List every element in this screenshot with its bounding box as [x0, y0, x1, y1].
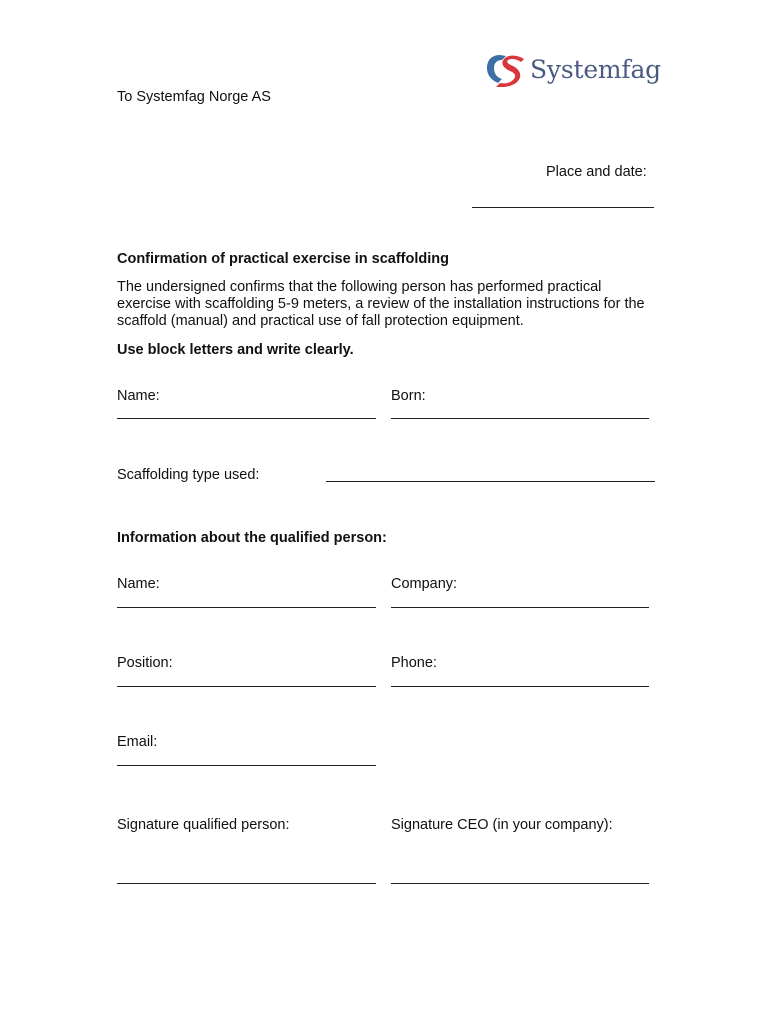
form-heading: Confirmation of practical exercise in scaffolding [117, 251, 449, 267]
instruction-text: Use block letters and write clearly. [117, 342, 354, 358]
systemfag-s-logo-icon [486, 53, 526, 87]
person-name-field-line[interactable] [117, 418, 376, 419]
qualified-company-label: Company: [391, 576, 458, 592]
qualified-name-label: Name: [117, 576, 160, 592]
qualified-phone-field-line[interactable] [391, 686, 649, 687]
qualified-name-field-line[interactable] [117, 607, 376, 608]
signature-qualified-label: Signature qualified person: [117, 817, 290, 833]
person-born-label: Born: [391, 388, 426, 404]
signature-ceo-label: Signature CEO (in your company): [391, 817, 613, 833]
qualified-person-heading: Information about the qualified person: [117, 530, 387, 546]
signature-ceo-field-line[interactable] [391, 883, 649, 884]
logo-text: Systemfag [530, 55, 661, 84]
confirmation-paragraph: The undersigned confirms that the following person has performed practical exercise with scaffolding 5-9 meters, a review of the installation instructions for the scaffold (manual) and practical use of fall protection equipment. [117, 279, 645, 329]
qualified-company-field-line[interactable] [391, 607, 649, 608]
qualified-position-label: Position: [117, 655, 173, 671]
place-date-label: Place and date: [546, 164, 647, 180]
qualified-phone-label: Phone: [391, 655, 437, 671]
signature-qualified-field-line[interactable] [117, 883, 376, 884]
systemfag-logo [486, 52, 661, 88]
scaffolding-type-field-line[interactable] [326, 481, 655, 482]
person-name-label: Name: [117, 388, 160, 404]
scaffolding-type-label: Scaffolding type used: [117, 467, 260, 483]
qualified-email-field-line[interactable] [117, 765, 376, 766]
person-born-field-line[interactable] [391, 418, 649, 419]
place-date-field-line[interactable] [472, 207, 654, 208]
qualified-email-label: Email: [117, 734, 158, 750]
qualified-position-field-line[interactable] [117, 686, 376, 687]
recipient-text: To Systemfag Norge AS [117, 89, 271, 105]
